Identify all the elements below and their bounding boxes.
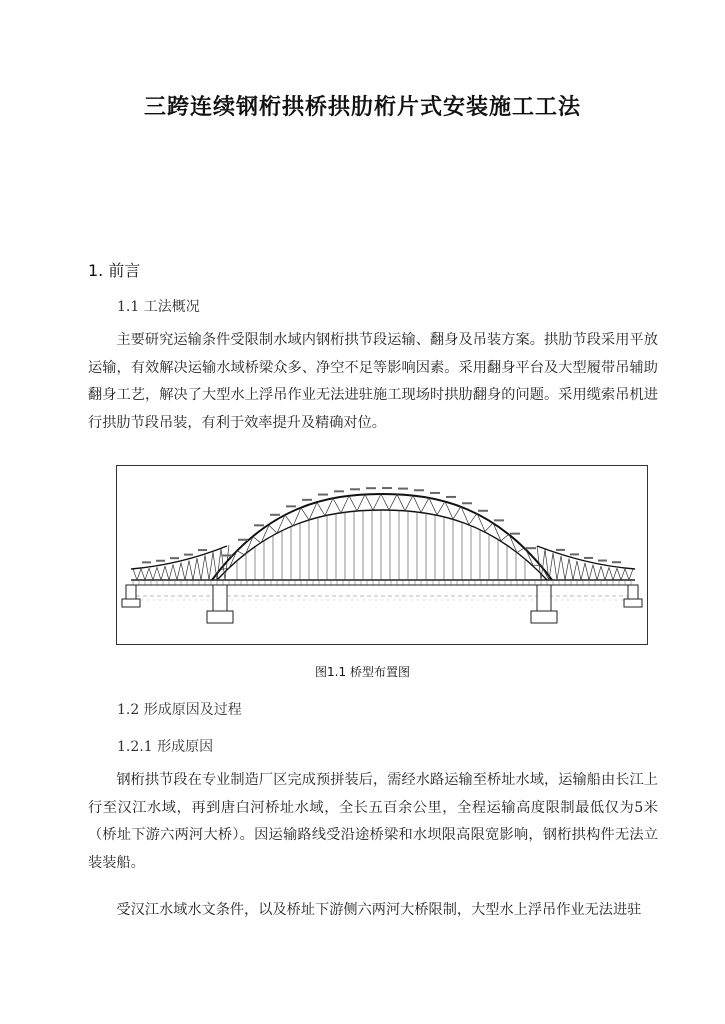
subsection-heading-overview: 1.1 工法概况 bbox=[117, 299, 200, 315]
truss-web-member bbox=[373, 494, 381, 510]
segment-marker bbox=[382, 487, 392, 489]
truss-web-member bbox=[617, 568, 621, 580]
truss-web-member bbox=[381, 494, 389, 510]
truss-web-member bbox=[601, 566, 605, 580]
truss-web-member bbox=[157, 567, 161, 580]
bridge-layout-figure bbox=[116, 465, 648, 645]
truss-web-member bbox=[413, 495, 421, 512]
segment-marker bbox=[350, 488, 360, 490]
overview-paragraph: 主要研究运输条件受限制水域内钢桁拱节段运输、翻身及吊装方案。拱肋节段采用平放运输，有效解决运输水域桥梁众多、净空不足等影响因素。采用翻身平台及大型履带吊辅助翻身工艺，解决了大型水上浮吊作业无法进驻施工现场时拱肋翻身的问题。采用缆索吊机进行拱肋节段吊装，有利于效率提升及精确对位。 bbox=[88, 332, 658, 431]
segment-marker bbox=[366, 487, 376, 489]
truss-web-member bbox=[169, 565, 173, 580]
segment-marker bbox=[612, 561, 621, 563]
truss-web-member bbox=[237, 551, 245, 555]
truss-web-member bbox=[593, 565, 597, 580]
segment-marker bbox=[270, 514, 280, 516]
truss-web-member bbox=[553, 553, 557, 580]
truss-web-member bbox=[365, 495, 373, 511]
truss-web-member bbox=[193, 558, 197, 580]
truss-web-member bbox=[437, 501, 445, 514]
truss-web-member bbox=[557, 556, 561, 580]
bridge-elevation-drawing bbox=[117, 466, 647, 644]
truss-web-member bbox=[341, 496, 349, 513]
truss-web-member bbox=[625, 569, 629, 580]
segment-marker bbox=[510, 533, 520, 535]
segment-marker bbox=[302, 499, 312, 501]
truss-web-member bbox=[545, 550, 549, 580]
segment-marker bbox=[494, 519, 504, 521]
subsection-heading-origin: 1.2 形成原因及过程 bbox=[117, 702, 242, 718]
truss-web-member bbox=[317, 502, 325, 515]
truss-web-member bbox=[205, 555, 209, 580]
truss-web-member bbox=[469, 513, 477, 525]
truss-web-member bbox=[421, 498, 429, 512]
truss-web-member bbox=[389, 494, 397, 510]
truss-web-member bbox=[161, 566, 165, 580]
truss-web-member bbox=[357, 495, 365, 511]
truss-web-member bbox=[577, 561, 581, 580]
segment-marker bbox=[446, 496, 456, 498]
segment-marker bbox=[156, 560, 165, 562]
truss-web-member bbox=[185, 561, 189, 580]
segment-marker bbox=[142, 561, 151, 563]
truss-web-member bbox=[349, 496, 357, 511]
segment-marker bbox=[570, 553, 579, 555]
truss-web-member bbox=[573, 561, 577, 580]
segment-marker bbox=[254, 524, 264, 526]
segment-marker bbox=[398, 488, 408, 490]
truss-web-member bbox=[405, 495, 413, 510]
truss-web-member bbox=[201, 555, 205, 580]
segment-marker bbox=[222, 554, 232, 556]
truss-web-member bbox=[141, 569, 145, 580]
truss-web-member bbox=[589, 565, 593, 580]
truss-web-member bbox=[517, 547, 525, 552]
cause-paragraph-2: 受汉江水域水文条件，以及桥址下游侧六两河大桥限制，大型水上浮吊作业无法进驻 bbox=[116, 902, 642, 918]
segment-marker bbox=[598, 560, 607, 562]
truss-web-member bbox=[189, 561, 193, 580]
truss-web-member bbox=[285, 515, 293, 526]
truss-web-member bbox=[301, 508, 309, 520]
truss-web-member bbox=[145, 568, 149, 580]
truss-web-member bbox=[565, 559, 569, 580]
truss-web-member bbox=[149, 568, 153, 580]
truss-web-member bbox=[181, 563, 185, 580]
truss-web-member bbox=[453, 506, 461, 519]
segment-marker bbox=[526, 547, 536, 549]
segment-marker bbox=[184, 554, 193, 556]
segment-marker bbox=[478, 510, 488, 512]
truss-web-member bbox=[585, 563, 589, 580]
truss-web-member bbox=[561, 556, 565, 580]
truss-web-member bbox=[613, 568, 617, 580]
segment-marker bbox=[286, 505, 296, 507]
truss-web-member bbox=[229, 551, 237, 569]
truss-web-member bbox=[165, 566, 169, 580]
truss-web-member bbox=[581, 563, 585, 580]
segment-marker bbox=[318, 494, 328, 496]
subsubsection-heading-cause: 1.2.1 形成原因 bbox=[117, 739, 214, 755]
segment-marker bbox=[334, 490, 344, 492]
segment-marker bbox=[414, 489, 424, 491]
truss-web-member bbox=[429, 498, 437, 515]
segment-marker bbox=[430, 492, 440, 494]
segment-marker bbox=[584, 557, 593, 559]
truss-web-member bbox=[397, 494, 405, 510]
truss-web-member bbox=[153, 567, 157, 580]
truss-web-member bbox=[253, 537, 261, 543]
truss-web-member bbox=[173, 565, 177, 580]
truss-web-member bbox=[269, 525, 277, 533]
figure-caption: 图1.1 桥型布置图 bbox=[315, 665, 410, 679]
truss-web-member bbox=[137, 569, 141, 580]
truss-web-member bbox=[197, 558, 201, 580]
segment-marker bbox=[462, 502, 472, 504]
truss-web-member bbox=[621, 569, 625, 580]
truss-web-member bbox=[177, 563, 181, 580]
truss-web-member bbox=[605, 567, 609, 580]
truss-web-member bbox=[133, 569, 137, 580]
segment-marker bbox=[170, 557, 179, 559]
segment-marker bbox=[198, 549, 207, 551]
truss-web-member bbox=[549, 553, 553, 580]
document-title: 三跨连续钢桁拱桥拱肋桁片式安装施工工法 bbox=[143, 95, 581, 120]
truss-web-member bbox=[209, 552, 213, 580]
truss-web-member bbox=[485, 523, 493, 532]
segment-marker bbox=[238, 539, 248, 541]
truss-web-member bbox=[217, 549, 221, 580]
truss-web-member bbox=[569, 559, 573, 580]
section-heading-preface: 1. 前言 bbox=[88, 261, 141, 280]
truss-web-member bbox=[597, 566, 601, 580]
truss-web-member bbox=[609, 567, 613, 580]
segment-marker bbox=[556, 549, 565, 551]
truss-web-member bbox=[501, 534, 509, 541]
cause-paragraph-1: 钢桁拱节段在专业制造厂区完成预拼装后，需经水路运输至桥址水域，运输船由长江上行至汉江水域，再到唐白河桥址水域，全长五百余公里，全程运输高度限制最低仅为5米（桥址下游六两河大桥）。因运输路线受沿途桥梁和水坝限高限宽影响，钢桁拱构件无法立装装船。 bbox=[88, 772, 658, 871]
truss-web-member bbox=[629, 569, 633, 580]
truss-web-member bbox=[333, 498, 341, 513]
